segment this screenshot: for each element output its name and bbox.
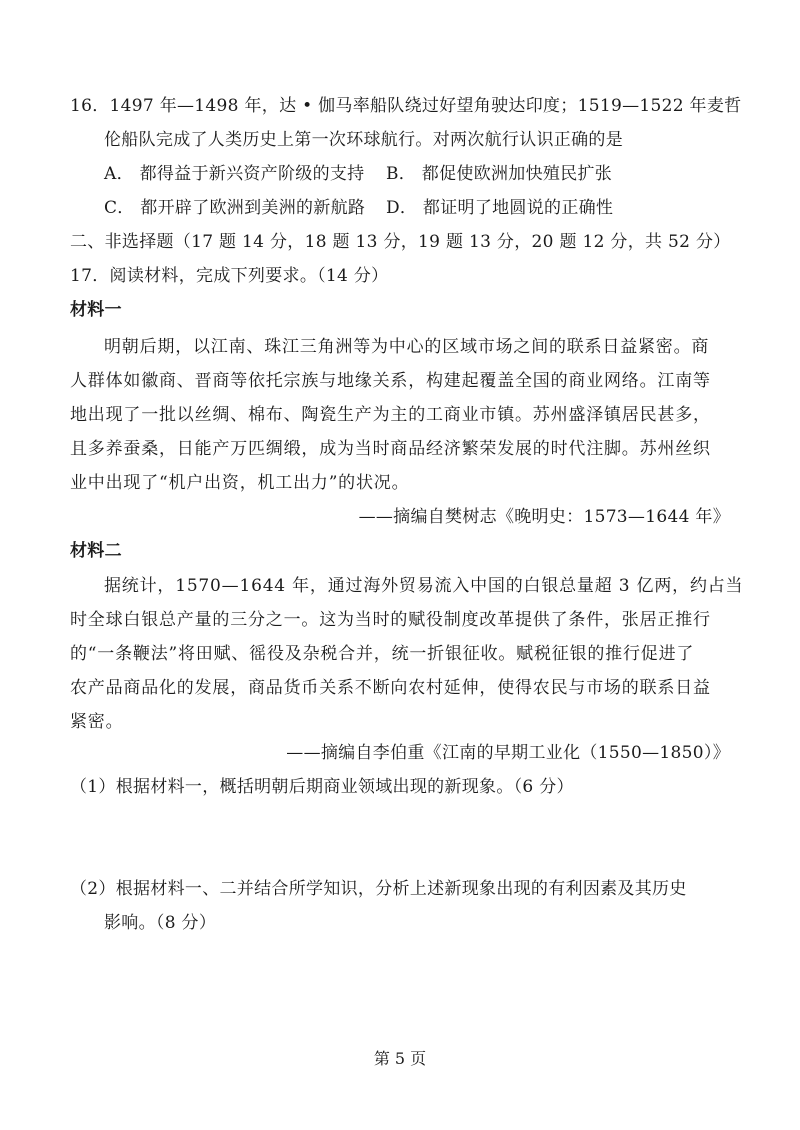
material2-line: 农产品商品化的发展，商品货币关系不断向农村延伸，使得农民与市场的联系日益 [70, 678, 711, 698]
q16-options-row2 [104, 195, 613, 221]
material1-line: 明朝后期，以江南、珠江三角洲等为中心的区域市场之间的联系日益紧密。商 [104, 337, 710, 357]
q16-option-b[interactable]: B． 都促使欧洲加快殖民扩张 [386, 164, 613, 184]
q16-stem-line1: 16．1497 年—1498 年，达 • 伽马率船队绕过好望角驶达印度；1519—1522 年麦哲 [70, 96, 742, 116]
q16-option-d[interactable]: D． 都证明了地圆说的正确性 [386, 198, 614, 218]
q17-sub2-line1: （2）根据材料一、二并结合所学知识，分析上述新现象出现的有利因素及其历史 [70, 879, 687, 899]
material1-line: 且多养蚕桑，日能产万匹绸缎，成为当时商品经济繁荣发展的时代注脚。苏州丝织 [70, 439, 711, 459]
material1-source: ——摘编自樊树志《晚明史：1573—1644 年》 [358, 507, 730, 527]
q16-option-c[interactable]: C． 都开辟了欧洲到美洲的新航路 [104, 198, 366, 218]
material1-line: 地出现了一批以丝绸、棉布、陶瓷生产为主的工商业市镇。苏州盛泽镇居民甚多， [70, 405, 711, 425]
material2-line: 紧密。 [70, 712, 124, 732]
material2-title: 材料二 [70, 541, 122, 561]
material2-line: 据统计，1570—1644 年，通过海外贸易流入中国的白银总量超 3 亿两，约占当 [104, 576, 744, 596]
material1-line: 业中出现了“机户出资，机工出力”的状况。 [70, 473, 410, 493]
material2-line: 的“一条鞭法”将田赋、徭役及杂税合并，统一折银征收。赋税征银的推行促进了 [70, 644, 695, 664]
material2-source: ——摘编自李伯重《江南的早期工业化（1550—1850）》 [286, 743, 730, 763]
section2-heading: 二、非选择题（17 题 14 分，18 题 13 分，19 题 13 分，20 题 12 分，共 52 分） [70, 232, 731, 252]
material2-line: 时全球白银总产量的三分之一。这为当时的赋役制度改革提供了条件，张居正推行 [70, 610, 711, 630]
material1-line: 人群体如徽商、晋商等依托宗族与地缘关系，构建起覆盖全国的商业网络。江南等 [70, 371, 711, 391]
q17-stem: 17．阅读材料，完成下列要求。（14 分） [70, 266, 389, 286]
material1-title: 材料一 [70, 300, 122, 320]
q17-sub1: （1）根据材料一，概括明朝后期商业领域出现的新现象。（6 分） [70, 777, 574, 797]
q17-sub2-line2: 影响。（8 分） [104, 913, 217, 933]
q16-options-row1 [104, 161, 612, 187]
q16-option-a[interactable]: A． 都得益于新兴资产阶级的支持 [104, 164, 365, 184]
page-number: 第 5 页 [373, 1049, 427, 1068]
q16-stem-line2: 伦船队完成了人类历史上第一次环球航行。对两次航行认识正确的是 [104, 130, 623, 150]
